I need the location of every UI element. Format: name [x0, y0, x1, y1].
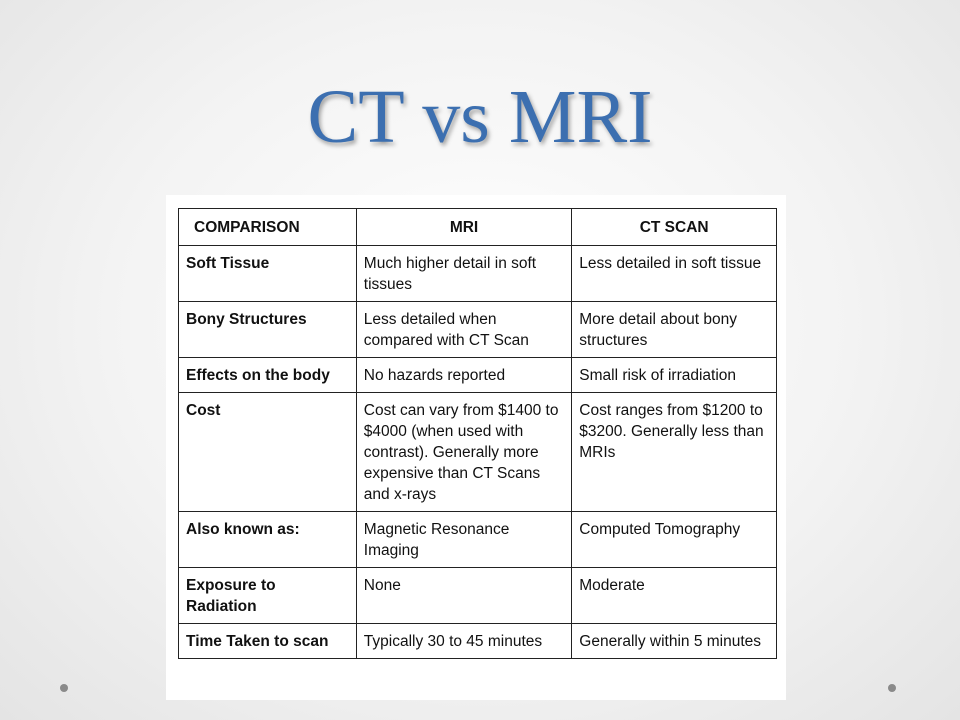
ct-cell: More detail about bony structures	[572, 302, 777, 358]
mri-cell: Magnetic Resonance Imaging	[356, 512, 571, 568]
ct-cell: Computed Tomography	[572, 512, 777, 568]
ct-cell: Less detailed in soft tissue	[572, 246, 777, 302]
slide-title: CT vs MRI	[307, 75, 653, 159]
ct-cell: Generally within 5 minutes	[572, 624, 777, 659]
row-label: Effects on the body	[179, 358, 357, 393]
slide-dot-right	[888, 684, 896, 692]
ct-cell: Cost ranges from $1200 to $3200. Generally less than MRIs	[572, 393, 777, 512]
mri-cell: Less detailed when compared with CT Scan	[356, 302, 571, 358]
mri-cell: Typically 30 to 45 minutes	[356, 624, 571, 659]
header-ct-scan: CT SCAN	[572, 209, 777, 246]
slide-dot-left	[60, 684, 68, 692]
header-comparison: COMPARISON	[179, 209, 357, 246]
table-header-row	[179, 209, 777, 246]
ct-cell: Moderate	[572, 568, 777, 624]
table-row	[179, 624, 777, 659]
table-row	[179, 302, 777, 358]
table-row	[179, 512, 777, 568]
row-label: Time Taken to scan	[179, 624, 357, 659]
ct-cell: Small risk of irradiation	[572, 358, 777, 393]
row-label: Cost	[179, 393, 357, 512]
row-label: Also known as:	[179, 512, 357, 568]
table-row	[179, 246, 777, 302]
row-label: Bony Structures	[179, 302, 357, 358]
row-label: Soft Tissue	[179, 246, 357, 302]
table-row	[179, 358, 777, 393]
comparison-table	[178, 208, 777, 659]
table-panel	[166, 195, 786, 700]
header-mri: MRI	[356, 209, 571, 246]
mri-cell: None	[356, 568, 571, 624]
mri-cell: No hazards reported	[356, 358, 571, 393]
row-label: Exposure to Radiation	[179, 568, 357, 624]
table-row	[179, 393, 777, 512]
mri-cell: Much higher detail in soft tissues	[356, 246, 571, 302]
mri-cell: Cost can vary from $1400 to $4000 (when used with contrast). Generally more expensive than CT Scans and x-rays	[356, 393, 571, 512]
table-row	[179, 568, 777, 624]
